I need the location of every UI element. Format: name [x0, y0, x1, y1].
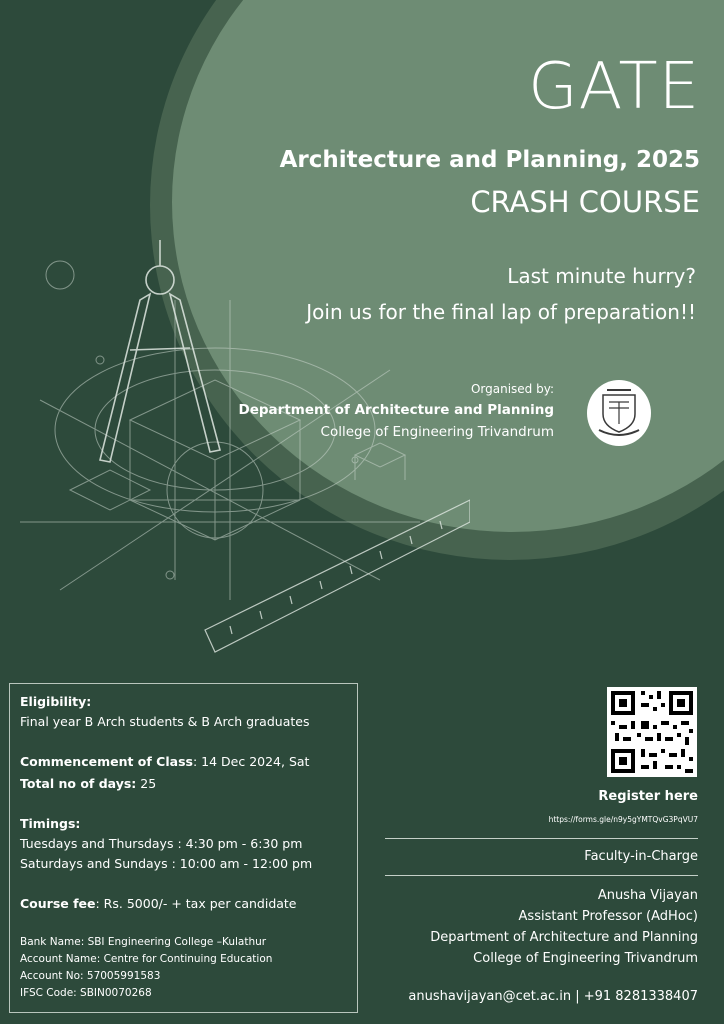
tagline-question: Last minute hurry? — [507, 264, 696, 288]
eligibility-label: Eligibility: — [20, 694, 92, 709]
timings-label: Timings: — [20, 816, 81, 831]
commencement-label: Commencement of Class — [20, 754, 193, 769]
faculty-designation: Assistant Professor (AdHoc) — [518, 909, 698, 924]
course-type: CRASH COURSE — [470, 185, 700, 219]
divider — [385, 875, 698, 876]
faculty-section-title: Faculty-in-Charge — [584, 849, 698, 864]
organiser-college: College of Engineering Trivandrum — [320, 424, 554, 440]
poster-title: GATE — [528, 50, 700, 124]
course-fee-label: Course fee — [20, 896, 96, 911]
ifsc-code: IFSC Code: SBIN0070268 — [20, 987, 152, 999]
account-name: Account Name: Centre for Continuing Education — [20, 953, 273, 965]
course-subject: Architecture and Planning, 2025 — [279, 147, 700, 173]
faculty-contact[interactable]: anushavijayan@cet.ac.in | +91 8281338407 — [408, 989, 698, 1004]
course-fee-value: : Rs. 5000/- + tax per candidate — [95, 896, 297, 911]
bank-name: Bank Name: SBI Engineering College –Kulathur — [20, 936, 267, 948]
faculty-department: Department of Architecture and Planning — [430, 930, 698, 945]
registration-link[interactable]: https://forms.gle/n9y5gYMTQvG3PqVU7 — [548, 815, 698, 824]
register-here-label: Register here — [598, 789, 698, 804]
college-emblem-logo — [587, 380, 651, 446]
organiser-department: Department of Architecture and Planning — [238, 402, 554, 418]
timing-weekdays: Tuesdays and Thursdays : 4:30 pm - 6:30 pm — [20, 836, 303, 851]
timing-weekends: Saturdays and Sundays : 10:00 am - 12:00 pm — [20, 856, 313, 871]
faculty-name: Anusha Vijayan — [597, 888, 698, 903]
faculty-college: College of Engineering Trivandrum — [473, 951, 698, 966]
total-days-label: Total no of days: — [20, 776, 137, 791]
course-fee-line — [20, 896, 297, 911]
emblem-icon — [587, 380, 651, 446]
commencement-line — [20, 754, 309, 769]
registration-qr-code[interactable] — [607, 687, 697, 777]
total-days-value: 25 — [136, 776, 157, 791]
course-details-box — [9, 683, 358, 1013]
organiser-label: Organised by: — [470, 382, 554, 396]
tagline-invite: Join us for the final lap of preparation!! — [306, 300, 696, 324]
qr-code-icon — [607, 687, 697, 777]
divider — [385, 838, 698, 839]
account-number: Account No: 57005991583 — [20, 970, 161, 982]
eligibility-value: Final year B Arch students & B Arch graduates — [20, 714, 310, 729]
total-days-line — [20, 776, 156, 791]
commencement-value: : 14 Dec 2024, Sat — [192, 754, 310, 769]
